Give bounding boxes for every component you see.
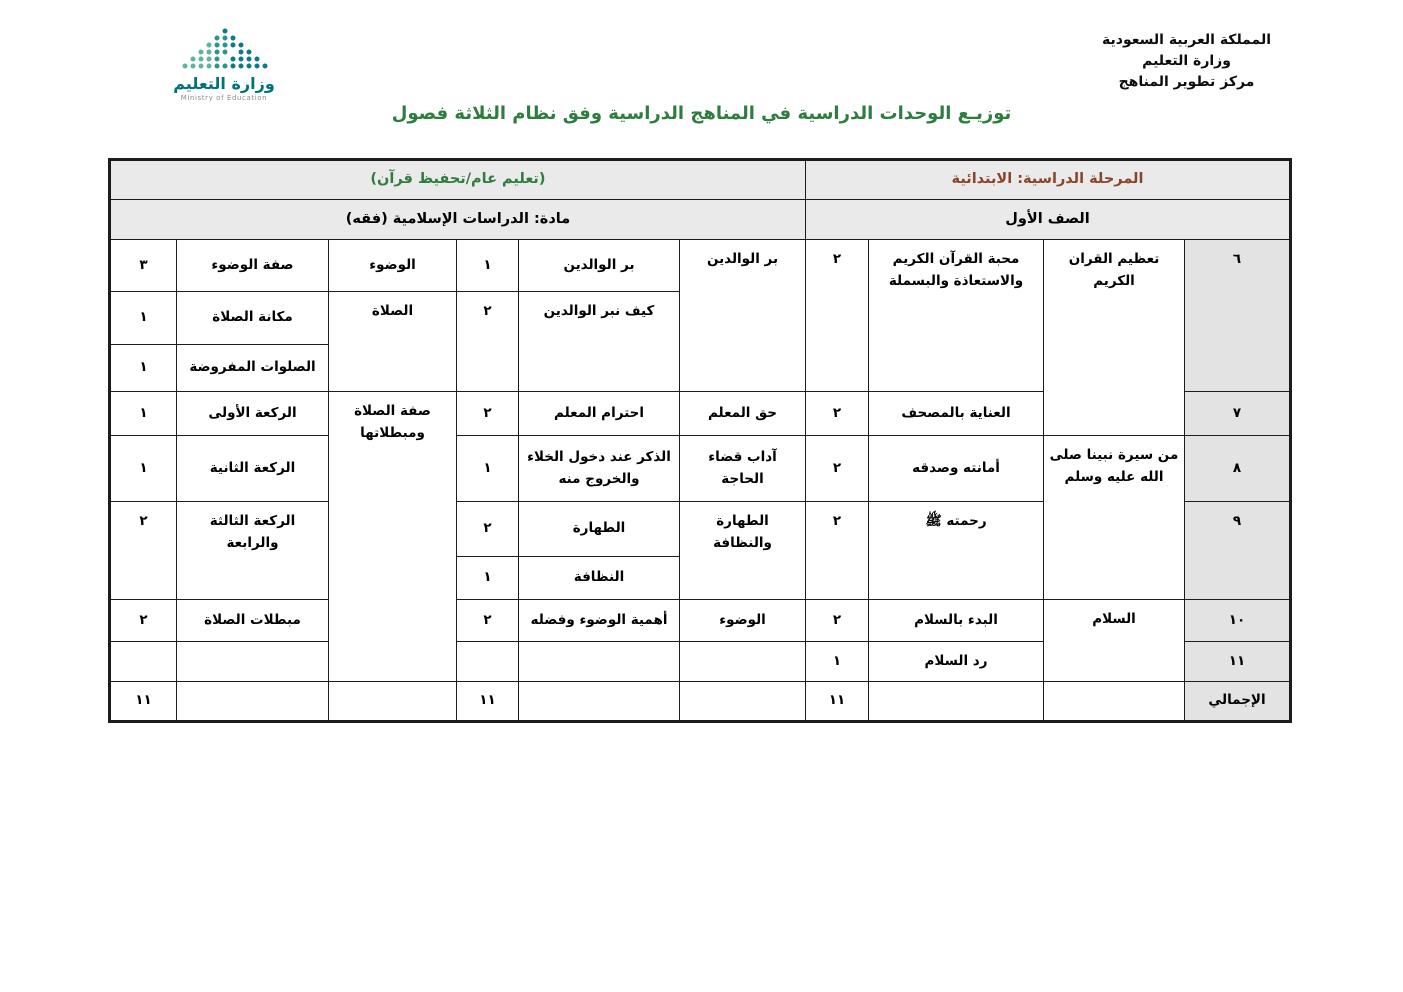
table-row (109, 600, 1290, 642)
periods-count-cell: ٢ (806, 436, 869, 502)
periods-count-cell: ١ (109, 392, 176, 436)
empty-cell (680, 682, 806, 722)
subject-header-cell: مادة: الدراسات الإسلامية (فقه) (109, 200, 805, 240)
unit-name-cell: الوضوء (329, 240, 457, 292)
unit-name-cell: تعظيم القران الكريم (1044, 240, 1185, 436)
letterhead-ministry: وزارة التعليم (1142, 53, 1231, 69)
topic-cell: رد السلام (869, 642, 1044, 682)
periods-count-cell: ١ (806, 642, 869, 682)
periods-count-cell: ٢ (457, 600, 519, 642)
ministry-logo (165, 24, 283, 102)
empty-cell (457, 642, 519, 682)
unit-name-cell: السلام (1044, 600, 1185, 682)
periods-count-cell: ١١ (109, 682, 176, 722)
table-row (109, 682, 1290, 722)
empty-cell (329, 682, 457, 722)
unit-name-cell: من سيرة نبينا صلى الله عليه وسلم (1044, 436, 1185, 600)
sublesson-cell: الذكر عند دخول الخلاء والخروج منه (519, 436, 680, 502)
ministry-logo-subtitle: Ministry of Education (180, 94, 268, 102)
topic-cell: صفة الوضوء (177, 240, 329, 292)
table-header-row-grade (109, 200, 1290, 240)
sublesson-cell: احترام المعلم (519, 392, 680, 436)
topic-cell: مكانة الصلاة (177, 292, 329, 345)
empty-cell (519, 682, 680, 722)
empty-cell (519, 642, 680, 682)
empty-cell (1044, 682, 1185, 722)
topic-cell: أمانته وصدقه (869, 436, 1044, 502)
lesson-cell: بر الوالدين (680, 240, 806, 392)
curriculum-table-wrapper (108, 158, 1292, 723)
stage-header-cell: المرحلة الدراسية: الابتدائية (806, 160, 1291, 200)
ministry-logo-wordmark: وزارة التعليم (173, 74, 275, 93)
grade-header-cell: الصف الأول (806, 200, 1291, 240)
periods-count-cell: ١ (109, 292, 176, 345)
table-row (109, 240, 1290, 292)
week-number-cell: ٦ (1185, 240, 1291, 392)
sublesson-cell: الطهارة (519, 502, 680, 557)
periods-count-cell: ٢ (457, 502, 519, 557)
periods-count-cell: ١١ (457, 682, 519, 722)
letterhead-country: المملكة العربية السعودية (1102, 32, 1271, 48)
topic-cell: مبطلات الصلاة (177, 600, 329, 642)
week-number-cell: ٧ (1185, 392, 1291, 436)
sublesson-cell: كيف نبر الوالدين (519, 292, 680, 392)
periods-count-cell: ٢ (457, 392, 519, 436)
total-label-cell: الإجمالي (1185, 682, 1291, 722)
periods-count-cell: ٢ (109, 502, 176, 600)
lesson-cell: الطهارة والنظافة (680, 502, 806, 600)
periods-count-cell: ٢ (457, 292, 519, 392)
topic-cell: الركعة الثانية (177, 436, 329, 502)
lesson-cell: الوضوء (680, 600, 806, 642)
lesson-cell: حق المعلم (680, 392, 806, 436)
topic-cell: الركعة الثالثة والرابعة (177, 502, 329, 600)
sublesson-cell: أهمية الوضوء وفضله (519, 600, 680, 642)
empty-cell (177, 682, 329, 722)
periods-count-cell: ١ (109, 345, 176, 392)
lesson-cell: آداب قضاء الحاجة (680, 436, 806, 502)
periods-count-cell: ٢ (806, 240, 869, 392)
unit-name-cell: الصلاة (329, 292, 457, 392)
week-number-cell: ٩ (1185, 502, 1291, 600)
empty-cell (177, 642, 329, 682)
periods-count-cell: ١ (457, 240, 519, 292)
sublesson-cell: بر الوالدين (519, 240, 680, 292)
ministry-logo-dots-icon (165, 24, 283, 74)
empty-cell (680, 642, 806, 682)
topic-cell: البدء بالسلام (869, 600, 1044, 642)
periods-count-cell: ٢ (806, 600, 869, 642)
week-number-cell: ٨ (1185, 436, 1291, 502)
empty-cell (869, 682, 1044, 722)
periods-count-cell: ٣ (109, 240, 176, 292)
topic-cell: محبة القرآن الكريم والاستعاذة والبسملة (869, 240, 1044, 392)
table-row (109, 436, 1290, 502)
curriculum-table-body (109, 240, 1290, 722)
table-header-row-stage (109, 160, 1290, 200)
topic-cell: الركعة الأولى (177, 392, 329, 436)
document-title: توزيـع الوحدات الدراسية في المناهج الدراسية وفق نظام الثلاثة فصول (391, 103, 1012, 124)
periods-count-cell: ١ (457, 436, 519, 502)
periods-count-cell: ١ (457, 557, 519, 600)
periods-count-cell: ٢ (109, 600, 176, 642)
letterhead-center: مركز تطوير المناهج (1118, 74, 1255, 90)
letterhead (1102, 30, 1271, 93)
topic-cell: الصلوات المفروضة (177, 345, 329, 392)
week-number-cell: ١٠ (1185, 600, 1291, 642)
periods-count-cell: ٢ (806, 392, 869, 436)
topic-cell: رحمته ﷺ (869, 502, 1044, 600)
program-header-cell: (تعليم عام/تحفيظ قرآن) (109, 160, 805, 200)
periods-count-cell: ١١ (806, 682, 869, 722)
empty-cell (109, 642, 176, 682)
unit-name-cell: صفة الصلاة ومبطلاتها (329, 392, 457, 682)
topic-cell: العناية بالمصحف (869, 392, 1044, 436)
curriculum-table (108, 158, 1292, 723)
periods-count-cell: ١ (109, 436, 176, 502)
week-number-cell: ١١ (1185, 642, 1291, 682)
periods-count-cell: ٢ (806, 502, 869, 600)
sublesson-cell: النظافة (519, 557, 680, 600)
